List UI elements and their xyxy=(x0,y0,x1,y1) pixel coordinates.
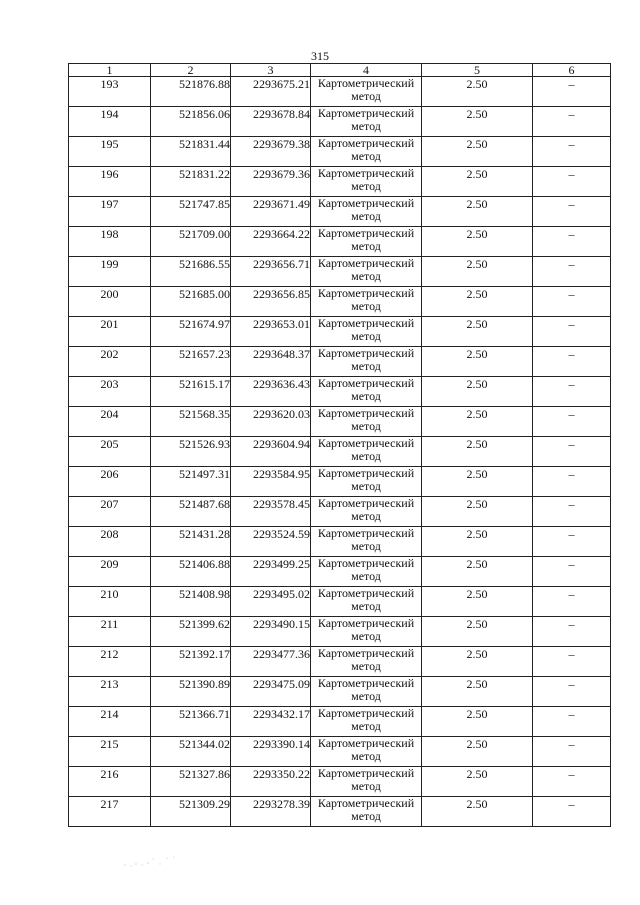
x-coordinate-cell: 521685.00 xyxy=(151,287,231,317)
note-cell: – xyxy=(533,527,611,557)
method-cell: Картометрический метод xyxy=(311,227,422,257)
point-number-cell: 212 xyxy=(69,647,151,677)
accuracy-cell: 2.50 xyxy=(422,497,533,527)
x-coordinate-cell: 521497.31 xyxy=(151,467,231,497)
method-cell: Картометрический метод xyxy=(311,467,422,497)
table-row xyxy=(69,407,611,437)
point-number-cell: 201 xyxy=(69,317,151,347)
y-coordinate-cell: 2293620.03 xyxy=(231,407,311,437)
table-row xyxy=(69,137,611,167)
method-cell: Картометрический метод xyxy=(311,77,422,107)
accuracy-cell: 2.50 xyxy=(422,107,533,137)
accuracy-cell: 2.50 xyxy=(422,797,533,827)
x-coordinate-cell: 521568.35 xyxy=(151,407,231,437)
table-row xyxy=(69,317,611,347)
y-coordinate-cell: 2293679.36 xyxy=(231,167,311,197)
note-cell: – xyxy=(533,407,611,437)
accuracy-cell: 2.50 xyxy=(422,527,533,557)
accuracy-cell: 2.50 xyxy=(422,617,533,647)
y-coordinate-cell: 2293495.02 xyxy=(231,587,311,617)
table-row xyxy=(69,617,611,647)
table-row xyxy=(69,587,611,617)
point-number-cell: 204 xyxy=(69,407,151,437)
table-row xyxy=(69,107,611,137)
method-cell: Картометрический метод xyxy=(311,737,422,767)
note-cell: – xyxy=(533,257,611,287)
point-number-cell: 209 xyxy=(69,557,151,587)
accuracy-cell: 2.50 xyxy=(422,137,533,167)
y-coordinate-cell: 2293490.15 xyxy=(231,617,311,647)
point-number-cell: 214 xyxy=(69,707,151,737)
column-header: 1 xyxy=(69,64,151,77)
y-coordinate-cell: 2293432.17 xyxy=(231,707,311,737)
note-cell: – xyxy=(533,497,611,527)
x-coordinate-cell: 521344.02 xyxy=(151,737,231,767)
point-number-cell: 216 xyxy=(69,767,151,797)
accuracy-cell: 2.50 xyxy=(422,347,533,377)
x-coordinate-cell: 521390.89 xyxy=(151,677,231,707)
table-row xyxy=(69,377,611,407)
x-coordinate-cell: 521399.62 xyxy=(151,617,231,647)
note-cell: – xyxy=(533,377,611,407)
table-row xyxy=(69,497,611,527)
y-coordinate-cell: 2293475.09 xyxy=(231,677,311,707)
note-cell: – xyxy=(533,677,611,707)
note-cell: – xyxy=(533,467,611,497)
y-coordinate-cell: 2293648.37 xyxy=(231,347,311,377)
accuracy-cell: 2.50 xyxy=(422,557,533,587)
method-cell: Картометрический метод xyxy=(311,587,422,617)
y-coordinate-cell: 2293656.85 xyxy=(231,287,311,317)
note-cell: – xyxy=(533,347,611,377)
accuracy-cell: 2.50 xyxy=(422,707,533,737)
x-coordinate-cell: 521747.85 xyxy=(151,197,231,227)
method-cell: Картометрический метод xyxy=(311,647,422,677)
page-number: 315 xyxy=(311,49,329,63)
method-cell: Картометрический метод xyxy=(311,437,422,467)
point-number-cell: 198 xyxy=(69,227,151,257)
y-coordinate-cell: 2293604.94 xyxy=(231,437,311,467)
method-cell: Картометрический метод xyxy=(311,377,422,407)
point-number-cell: 211 xyxy=(69,617,151,647)
note-cell: – xyxy=(533,557,611,587)
method-cell: Картометрический метод xyxy=(311,617,422,647)
x-coordinate-cell: 521487.68 xyxy=(151,497,231,527)
point-number-cell: 199 xyxy=(69,257,151,287)
column-header: 4 xyxy=(311,64,422,77)
x-coordinate-cell: 521366.71 xyxy=(151,707,231,737)
point-number-cell: 205 xyxy=(69,437,151,467)
table-row xyxy=(69,257,611,287)
y-coordinate-cell: 2293678.84 xyxy=(231,107,311,137)
accuracy-cell: 2.50 xyxy=(422,647,533,677)
method-cell: Картометрический метод xyxy=(311,317,422,347)
note-cell: – xyxy=(533,197,611,227)
x-coordinate-cell: 521657.23 xyxy=(151,347,231,377)
point-number-cell: 215 xyxy=(69,737,151,767)
table-row xyxy=(69,287,611,317)
note-cell: – xyxy=(533,137,611,167)
header-row xyxy=(69,64,611,77)
method-cell: Картометрический метод xyxy=(311,287,422,317)
y-coordinate-cell: 2293584.95 xyxy=(231,467,311,497)
note-cell: – xyxy=(533,107,611,137)
table-row xyxy=(69,737,611,767)
accuracy-cell: 2.50 xyxy=(422,587,533,617)
x-coordinate-cell: 521831.22 xyxy=(151,167,231,197)
note-cell: – xyxy=(533,437,611,467)
y-coordinate-cell: 2293499.25 xyxy=(231,557,311,587)
y-coordinate-cell: 2293671.49 xyxy=(231,197,311,227)
point-number-cell: 210 xyxy=(69,587,151,617)
accuracy-cell: 2.50 xyxy=(422,767,533,797)
x-coordinate-cell: 521686.55 xyxy=(151,257,231,287)
method-cell: Картометрический метод xyxy=(311,257,422,287)
y-coordinate-cell: 2293656.71 xyxy=(231,257,311,287)
y-coordinate-cell: 2293675.21 xyxy=(231,77,311,107)
y-coordinate-cell: 2293679.38 xyxy=(231,137,311,167)
accuracy-cell: 2.50 xyxy=(422,257,533,287)
note-cell: – xyxy=(533,647,611,677)
table-row xyxy=(69,527,611,557)
note-cell: – xyxy=(533,77,611,107)
y-coordinate-cell: 2293524.59 xyxy=(231,527,311,557)
method-cell: Картометрический метод xyxy=(311,527,422,557)
accuracy-cell: 2.50 xyxy=(422,227,533,257)
method-cell: Картометрический метод xyxy=(311,197,422,227)
table-row xyxy=(69,707,611,737)
x-coordinate-cell: 521831.44 xyxy=(151,137,231,167)
point-number-cell: 193 xyxy=(69,77,151,107)
table-row xyxy=(69,677,611,707)
table-row xyxy=(69,557,611,587)
coordinates-table xyxy=(68,63,611,827)
note-cell: – xyxy=(533,767,611,797)
column-header: 6 xyxy=(533,64,611,77)
y-coordinate-cell: 2293477.36 xyxy=(231,647,311,677)
x-coordinate-cell: 521615.17 xyxy=(151,377,231,407)
accuracy-cell: 2.50 xyxy=(422,467,533,497)
accuracy-cell: 2.50 xyxy=(422,167,533,197)
y-coordinate-cell: 2293664.22 xyxy=(231,227,311,257)
method-cell: Картометрический метод xyxy=(311,557,422,587)
point-number-cell: 213 xyxy=(69,677,151,707)
table-row xyxy=(69,347,611,377)
note-cell: – xyxy=(533,227,611,257)
point-number-cell: 194 xyxy=(69,107,151,137)
y-coordinate-cell: 2293278.39 xyxy=(231,797,311,827)
x-coordinate-cell: 521431.28 xyxy=(151,527,231,557)
table-row xyxy=(69,467,611,497)
x-coordinate-cell: 521406.88 xyxy=(151,557,231,587)
table-row xyxy=(69,797,611,827)
method-cell: Картометрический метод xyxy=(311,347,422,377)
note-cell: – xyxy=(533,737,611,767)
note-cell: – xyxy=(533,797,611,827)
point-number-cell: 195 xyxy=(69,137,151,167)
point-number-cell: 206 xyxy=(69,467,151,497)
method-cell: Картометрический метод xyxy=(311,767,422,797)
x-coordinate-cell: 521309.29 xyxy=(151,797,231,827)
point-number-cell: 207 xyxy=(69,497,151,527)
method-cell: Картометрический метод xyxy=(311,107,422,137)
point-number-cell: 208 xyxy=(69,527,151,557)
table-row xyxy=(69,167,611,197)
table-row xyxy=(69,767,611,797)
y-coordinate-cell: 2293636.43 xyxy=(231,377,311,407)
method-cell: Картометрический метод xyxy=(311,167,422,197)
column-header: 3 xyxy=(231,64,311,77)
y-coordinate-cell: 2293653.01 xyxy=(231,317,311,347)
table-row xyxy=(69,437,611,467)
accuracy-cell: 2.50 xyxy=(422,737,533,767)
x-coordinate-cell: 521408.98 xyxy=(151,587,231,617)
note-cell: – xyxy=(533,707,611,737)
accuracy-cell: 2.50 xyxy=(422,77,533,107)
column-header: 5 xyxy=(422,64,533,77)
note-cell: – xyxy=(533,587,611,617)
accuracy-cell: 2.50 xyxy=(422,677,533,707)
note-cell: – xyxy=(533,617,611,647)
point-number-cell: 202 xyxy=(69,347,151,377)
point-number-cell: 217 xyxy=(69,797,151,827)
accuracy-cell: 2.50 xyxy=(422,317,533,347)
note-cell: – xyxy=(533,287,611,317)
note-cell: – xyxy=(533,317,611,347)
x-coordinate-cell: 521876.88 xyxy=(151,77,231,107)
method-cell: Картометрический метод xyxy=(311,137,422,167)
method-cell: Картометрический метод xyxy=(311,797,422,827)
accuracy-cell: 2.50 xyxy=(422,197,533,227)
method-cell: Картометрический метод xyxy=(311,497,422,527)
method-cell: Картометрический метод xyxy=(311,677,422,707)
y-coordinate-cell: 2293390.14 xyxy=(231,737,311,767)
x-coordinate-cell: 521709.00 xyxy=(151,227,231,257)
column-header: 2 xyxy=(151,64,231,77)
x-coordinate-cell: 521392.17 xyxy=(151,647,231,677)
point-number-cell: 203 xyxy=(69,377,151,407)
table-row xyxy=(69,647,611,677)
x-coordinate-cell: 521526.93 xyxy=(151,437,231,467)
accuracy-cell: 2.50 xyxy=(422,377,533,407)
note-cell: – xyxy=(533,167,611,197)
accuracy-cell: 2.50 xyxy=(422,407,533,437)
table-row xyxy=(69,227,611,257)
x-coordinate-cell: 521856.06 xyxy=(151,107,231,137)
accuracy-cell: 2.50 xyxy=(422,437,533,467)
point-number-cell: 200 xyxy=(69,287,151,317)
y-coordinate-cell: 2293350.22 xyxy=(231,767,311,797)
x-coordinate-cell: 521674.97 xyxy=(151,317,231,347)
x-coordinate-cell: 521327.86 xyxy=(151,767,231,797)
method-cell: Картометрический метод xyxy=(311,407,422,437)
scan-noise xyxy=(122,855,182,869)
point-number-cell: 197 xyxy=(69,197,151,227)
y-coordinate-cell: 2293578.45 xyxy=(231,497,311,527)
table-row xyxy=(69,77,611,107)
accuracy-cell: 2.50 xyxy=(422,287,533,317)
method-cell: Картометрический метод xyxy=(311,707,422,737)
table-row xyxy=(69,197,611,227)
point-number-cell: 196 xyxy=(69,167,151,197)
